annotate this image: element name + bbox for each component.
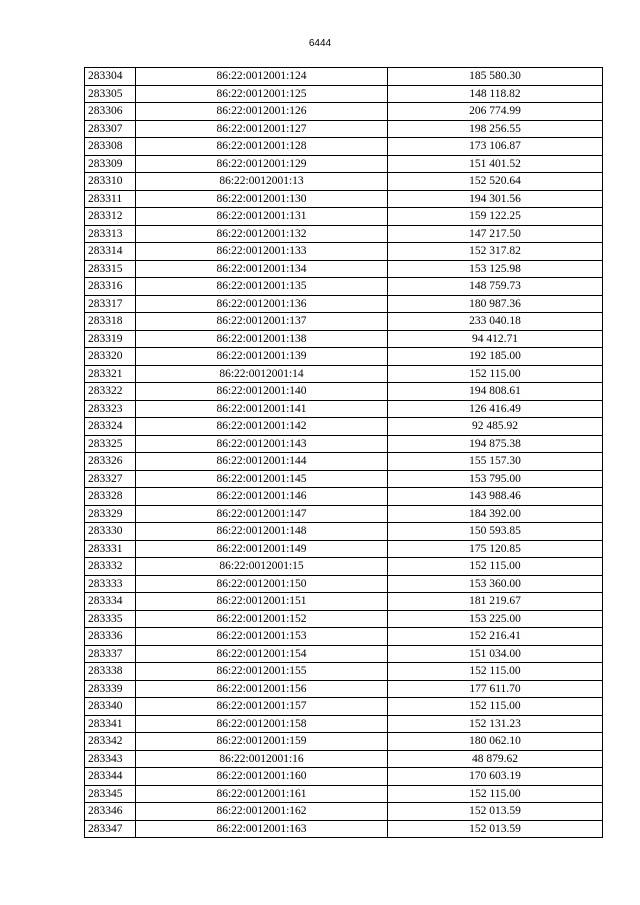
cadastral-number-cell: 86:22:0012001:15 bbox=[136, 558, 388, 576]
cadastral-number-cell: 86:22:0012001:156 bbox=[136, 680, 388, 698]
cadastral-number-cell: 86:22:0012001:125 bbox=[136, 85, 388, 103]
table-row bbox=[85, 295, 603, 313]
table-row bbox=[85, 540, 603, 558]
table-row bbox=[85, 120, 603, 138]
table-row bbox=[85, 435, 603, 453]
cadastral-number-cell: 86:22:0012001:134 bbox=[136, 260, 388, 278]
row-number-cell: 283320 bbox=[85, 348, 136, 366]
row-number-cell: 283313 bbox=[85, 225, 136, 243]
row-number-cell: 283327 bbox=[85, 470, 136, 488]
row-number-cell: 283309 bbox=[85, 155, 136, 173]
cadastral-number-cell: 86:22:0012001:133 bbox=[136, 243, 388, 261]
cadastral-number-cell: 86:22:0012001:140 bbox=[136, 383, 388, 401]
table-row bbox=[85, 418, 603, 436]
cadastral-number-cell: 86:22:0012001:143 bbox=[136, 435, 388, 453]
value-cell: 126 416.49 bbox=[388, 400, 603, 418]
row-number-cell: 283311 bbox=[85, 190, 136, 208]
row-number-cell: 283306 bbox=[85, 103, 136, 121]
value-cell: 194 301.56 bbox=[388, 190, 603, 208]
table-row bbox=[85, 558, 603, 576]
table-row bbox=[85, 85, 603, 103]
row-number-cell: 283318 bbox=[85, 313, 136, 331]
value-cell: 233 040.18 bbox=[388, 313, 603, 331]
cadastral-number-cell: 86:22:0012001:155 bbox=[136, 663, 388, 681]
row-number-cell: 283335 bbox=[85, 610, 136, 628]
row-number-cell: 283310 bbox=[85, 173, 136, 191]
row-number-cell: 283305 bbox=[85, 85, 136, 103]
cadastral-number-cell: 86:22:0012001:137 bbox=[136, 313, 388, 331]
cadastral-number-cell: 86:22:0012001:161 bbox=[136, 785, 388, 803]
table-row bbox=[85, 155, 603, 173]
cadastral-number-cell: 86:22:0012001:152 bbox=[136, 610, 388, 628]
cadastral-number-cell: 86:22:0012001:159 bbox=[136, 733, 388, 751]
table-row bbox=[85, 698, 603, 716]
cadastral-number-cell: 86:22:0012001:142 bbox=[136, 418, 388, 436]
table-row bbox=[85, 680, 603, 698]
row-number-cell: 283346 bbox=[85, 803, 136, 821]
value-cell: 159 122.25 bbox=[388, 208, 603, 226]
cadastral-number-cell: 86:22:0012001:126 bbox=[136, 103, 388, 121]
value-cell: 194 808.61 bbox=[388, 383, 603, 401]
page-number: 6444 bbox=[308, 38, 332, 49]
cadastral-number-cell: 86:22:0012001:14 bbox=[136, 365, 388, 383]
cadastral-number-cell: 86:22:0012001:158 bbox=[136, 715, 388, 733]
data-table bbox=[84, 67, 603, 838]
table-row bbox=[85, 383, 603, 401]
cadastral-number-cell: 86:22:0012001:138 bbox=[136, 330, 388, 348]
cadastral-number-cell: 86:22:0012001:145 bbox=[136, 470, 388, 488]
row-number-cell: 283334 bbox=[85, 593, 136, 611]
row-number-cell: 283321 bbox=[85, 365, 136, 383]
value-cell: 148 118.82 bbox=[388, 85, 603, 103]
table-row bbox=[85, 803, 603, 821]
value-cell: 180 987.36 bbox=[388, 295, 603, 313]
row-number-cell: 283340 bbox=[85, 698, 136, 716]
table-row bbox=[85, 138, 603, 156]
table-row bbox=[85, 715, 603, 733]
value-cell: 185 580.30 bbox=[388, 68, 603, 86]
row-number-cell: 283344 bbox=[85, 768, 136, 786]
table-row bbox=[85, 453, 603, 471]
table-row bbox=[85, 610, 603, 628]
row-number-cell: 283304 bbox=[85, 68, 136, 86]
row-number-cell: 283307 bbox=[85, 120, 136, 138]
cadastral-number-cell: 86:22:0012001:135 bbox=[136, 278, 388, 296]
row-number-cell: 283325 bbox=[85, 435, 136, 453]
value-cell: 152 216.41 bbox=[388, 628, 603, 646]
table-row bbox=[85, 330, 603, 348]
value-cell: 181 219.67 bbox=[388, 593, 603, 611]
value-cell: 152 131.23 bbox=[388, 715, 603, 733]
row-number-cell: 283317 bbox=[85, 295, 136, 313]
value-cell: 184 392.00 bbox=[388, 505, 603, 523]
row-number-cell: 283342 bbox=[85, 733, 136, 751]
table-row bbox=[85, 663, 603, 681]
table-row bbox=[85, 68, 603, 86]
value-cell: 152 115.00 bbox=[388, 365, 603, 383]
value-cell: 170 603.19 bbox=[388, 768, 603, 786]
table-row bbox=[85, 173, 603, 191]
row-number-cell: 283314 bbox=[85, 243, 136, 261]
value-cell: 94 412.71 bbox=[388, 330, 603, 348]
table-row bbox=[85, 470, 603, 488]
row-number-cell: 283319 bbox=[85, 330, 136, 348]
value-cell: 152 520.64 bbox=[388, 173, 603, 191]
table-row bbox=[85, 523, 603, 541]
table-row bbox=[85, 225, 603, 243]
cadastral-number-cell: 86:22:0012001:144 bbox=[136, 453, 388, 471]
table-row bbox=[85, 785, 603, 803]
table-row bbox=[85, 575, 603, 593]
cadastral-number-cell: 86:22:0012001:163 bbox=[136, 820, 388, 838]
table-row bbox=[85, 628, 603, 646]
row-number-cell: 283332 bbox=[85, 558, 136, 576]
row-number-cell: 283341 bbox=[85, 715, 136, 733]
cadastral-number-cell: 86:22:0012001:160 bbox=[136, 768, 388, 786]
value-cell: 153 125.98 bbox=[388, 260, 603, 278]
cadastral-number-cell: 86:22:0012001:132 bbox=[136, 225, 388, 243]
row-number-cell: 283329 bbox=[85, 505, 136, 523]
cadastral-number-cell: 86:22:0012001:141 bbox=[136, 400, 388, 418]
cadastral-number-cell: 86:22:0012001:127 bbox=[136, 120, 388, 138]
cadastral-number-cell: 86:22:0012001:147 bbox=[136, 505, 388, 523]
row-number-cell: 283338 bbox=[85, 663, 136, 681]
cadastral-number-cell: 86:22:0012001:162 bbox=[136, 803, 388, 821]
table-row bbox=[85, 750, 603, 768]
table-row bbox=[85, 313, 603, 331]
row-number-cell: 283326 bbox=[85, 453, 136, 471]
value-cell: 151 034.00 bbox=[388, 645, 603, 663]
cadastral-number-cell: 86:22:0012001:157 bbox=[136, 698, 388, 716]
table-row bbox=[85, 400, 603, 418]
table-body bbox=[85, 68, 603, 838]
value-cell: 152 317.82 bbox=[388, 243, 603, 261]
value-cell: 148 759.73 bbox=[388, 278, 603, 296]
row-number-cell: 283345 bbox=[85, 785, 136, 803]
row-number-cell: 283324 bbox=[85, 418, 136, 436]
value-cell: 192 185.00 bbox=[388, 348, 603, 366]
table-row bbox=[85, 645, 603, 663]
row-number-cell: 283312 bbox=[85, 208, 136, 226]
value-cell: 152 013.59 bbox=[388, 820, 603, 838]
value-cell: 152 115.00 bbox=[388, 698, 603, 716]
value-cell: 92 485.92 bbox=[388, 418, 603, 436]
cadastral-number-cell: 86:22:0012001:139 bbox=[136, 348, 388, 366]
cadastral-number-cell: 86:22:0012001:136 bbox=[136, 295, 388, 313]
row-number-cell: 283343 bbox=[85, 750, 136, 768]
row-number-cell: 283330 bbox=[85, 523, 136, 541]
value-cell: 48 879.62 bbox=[388, 750, 603, 768]
table-row bbox=[85, 190, 603, 208]
row-number-cell: 283328 bbox=[85, 488, 136, 506]
value-cell: 152 013.59 bbox=[388, 803, 603, 821]
cadastral-number-cell: 86:22:0012001:153 bbox=[136, 628, 388, 646]
cadastral-number-cell: 86:22:0012001:149 bbox=[136, 540, 388, 558]
value-cell: 180 062.10 bbox=[388, 733, 603, 751]
row-number-cell: 283331 bbox=[85, 540, 136, 558]
table-row bbox=[85, 208, 603, 226]
value-cell: 198 256.55 bbox=[388, 120, 603, 138]
table-row bbox=[85, 505, 603, 523]
value-cell: 150 593.85 bbox=[388, 523, 603, 541]
row-number-cell: 283323 bbox=[85, 400, 136, 418]
table-row bbox=[85, 593, 603, 611]
table-row bbox=[85, 488, 603, 506]
cadastral-number-cell: 86:22:0012001:129 bbox=[136, 155, 388, 173]
value-cell: 152 115.00 bbox=[388, 785, 603, 803]
value-cell: 153 225.00 bbox=[388, 610, 603, 628]
row-number-cell: 283339 bbox=[85, 680, 136, 698]
cadastral-number-cell: 86:22:0012001:131 bbox=[136, 208, 388, 226]
value-cell: 151 401.52 bbox=[388, 155, 603, 173]
value-cell: 155 157.30 bbox=[388, 453, 603, 471]
row-number-cell: 283336 bbox=[85, 628, 136, 646]
table-row bbox=[85, 260, 603, 278]
value-cell: 177 611.70 bbox=[388, 680, 603, 698]
row-number-cell: 283322 bbox=[85, 383, 136, 401]
cadastral-number-cell: 86:22:0012001:154 bbox=[136, 645, 388, 663]
cadastral-number-cell: 86:22:0012001:148 bbox=[136, 523, 388, 541]
cadastral-number-cell: 86:22:0012001:130 bbox=[136, 190, 388, 208]
table-row bbox=[85, 820, 603, 838]
table-row bbox=[85, 768, 603, 786]
table-row bbox=[85, 103, 603, 121]
value-cell: 147 217.50 bbox=[388, 225, 603, 243]
value-cell: 153 360.00 bbox=[388, 575, 603, 593]
row-number-cell: 283337 bbox=[85, 645, 136, 663]
table-row bbox=[85, 278, 603, 296]
value-cell: 152 115.00 bbox=[388, 663, 603, 681]
value-cell: 143 988.46 bbox=[388, 488, 603, 506]
value-cell: 194 875.38 bbox=[388, 435, 603, 453]
value-cell: 173 106.87 bbox=[388, 138, 603, 156]
value-cell: 152 115.00 bbox=[388, 558, 603, 576]
cadastral-number-cell: 86:22:0012001:150 bbox=[136, 575, 388, 593]
row-number-cell: 283316 bbox=[85, 278, 136, 296]
table-row bbox=[85, 348, 603, 366]
table-row bbox=[85, 365, 603, 383]
cadastral-number-cell: 86:22:0012001:13 bbox=[136, 173, 388, 191]
row-number-cell: 283315 bbox=[85, 260, 136, 278]
cadastral-number-cell: 86:22:0012001:124 bbox=[136, 68, 388, 86]
value-cell: 175 120.85 bbox=[388, 540, 603, 558]
value-cell: 206 774.99 bbox=[388, 103, 603, 121]
row-number-cell: 283308 bbox=[85, 138, 136, 156]
row-number-cell: 283333 bbox=[85, 575, 136, 593]
cadastral-number-cell: 86:22:0012001:128 bbox=[136, 138, 388, 156]
row-number-cell: 283347 bbox=[85, 820, 136, 838]
cadastral-number-cell: 86:22:0012001:151 bbox=[136, 593, 388, 611]
value-cell: 153 795.00 bbox=[388, 470, 603, 488]
cadastral-number-cell: 86:22:0012001:16 bbox=[136, 750, 388, 768]
table-row bbox=[85, 733, 603, 751]
cadastral-number-cell: 86:22:0012001:146 bbox=[136, 488, 388, 506]
table-row bbox=[85, 243, 603, 261]
